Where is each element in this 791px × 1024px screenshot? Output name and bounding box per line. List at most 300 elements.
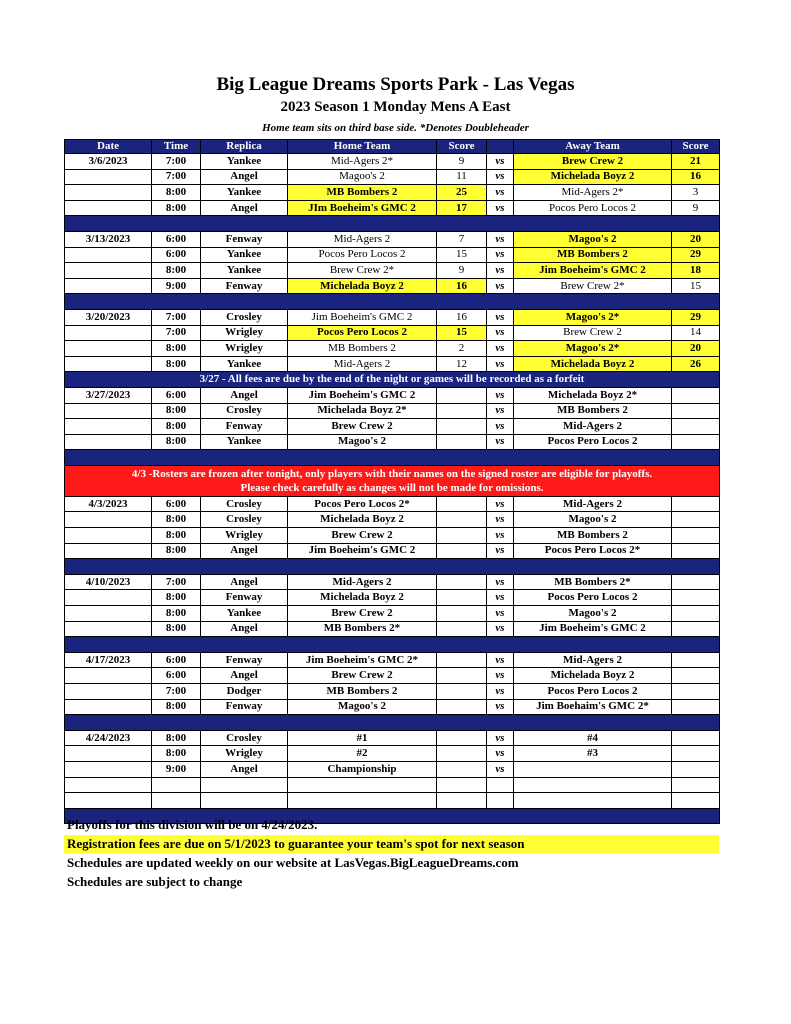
home-team-cell: MB Bombers 2 <box>288 341 437 357</box>
table-row <box>65 668 720 684</box>
time-cell: 8:00 <box>152 730 201 746</box>
col-header-away-score: Score <box>672 140 720 154</box>
home-team-cell: Magoo's 2 <box>288 169 437 185</box>
date-cell <box>65 263 152 279</box>
away-score-cell <box>672 434 720 450</box>
home-score-cell <box>437 387 487 403</box>
date-cell <box>65 699 152 715</box>
away-score-cell <box>672 761 720 777</box>
replica-cell: Yankee <box>201 185 288 201</box>
time-cell: 8:00 <box>152 528 201 544</box>
away-team-cell: MB Bombers 2 <box>514 247 672 263</box>
away-team-cell: Brew Crew 2* <box>514 278 672 294</box>
home-score-cell <box>437 746 487 762</box>
footer-playoffs: Playoffs for this division will be on 4/24/2023. <box>67 817 318 832</box>
time-cell: 7:00 <box>152 309 201 325</box>
table-row <box>65 341 720 357</box>
home-team-cell: Michelada Boyz 2 <box>288 278 437 294</box>
away-score-cell: 16 <box>672 169 720 185</box>
away-team-cell: Brew Crew 2 <box>514 154 672 170</box>
away-team-cell: Magoo's 2* <box>514 341 672 357</box>
table-row <box>65 574 720 590</box>
time-cell: 9:00 <box>152 761 201 777</box>
home-team-cell: Michelada Boyz 2* <box>288 403 437 419</box>
home-score-cell <box>437 590 487 606</box>
date-cell <box>65 325 152 341</box>
home-score-cell: 15 <box>437 247 487 263</box>
col-header-away-team: Away Team <box>514 140 672 154</box>
table-row <box>65 169 720 185</box>
date-cell: 4/10/2023 <box>65 574 152 590</box>
replica-cell: Crosley <box>201 496 288 512</box>
home-team-cell: Brew Crew 2 <box>288 419 437 435</box>
separator-cell <box>65 216 720 232</box>
time-cell: 6:00 <box>152 247 201 263</box>
away-team-cell: Mid-Agers 2 <box>514 496 672 512</box>
home-score-cell <box>437 793 487 809</box>
vs-cell: vs <box>487 309 514 325</box>
table-row <box>65 387 720 403</box>
home-team-cell: Mid-Agers 2 <box>288 356 437 372</box>
home-score-cell: 2 <box>437 341 487 357</box>
replica-cell: Crosley <box>201 309 288 325</box>
home-score-cell <box>437 496 487 512</box>
away-score-cell <box>672 606 720 622</box>
vs-cell: vs <box>487 169 514 185</box>
col-header-vs <box>487 140 514 154</box>
time-cell: 8:00 <box>152 590 201 606</box>
vs-cell: vs <box>487 684 514 700</box>
vs-cell: vs <box>487 574 514 590</box>
time-cell: 8:00 <box>152 403 201 419</box>
time-cell: 7:00 <box>152 325 201 341</box>
fee-notice-row <box>65 372 720 388</box>
date-cell <box>65 621 152 637</box>
home-team-cell: Jim Boeheim's GMC 2 <box>288 387 437 403</box>
replica-cell: Yankee <box>201 154 288 170</box>
away-team-cell: MB Bombers 2 <box>514 403 672 419</box>
home-score-cell <box>437 621 487 637</box>
home-team-cell: #1 <box>288 730 437 746</box>
table-row <box>65 793 720 809</box>
home-team-cell: Brew Crew 2 <box>288 668 437 684</box>
table-row <box>65 528 720 544</box>
home-team-cell: Jim Boeheim's GMC 2* <box>288 652 437 668</box>
time-cell: 8:00 <box>152 341 201 357</box>
home-score-cell <box>437 761 487 777</box>
date-cell: 3/20/2023 <box>65 309 152 325</box>
home-score-cell: 12 <box>437 356 487 372</box>
date-cell <box>65 356 152 372</box>
time-cell: 8:00 <box>152 200 201 216</box>
away-team-cell: Magoo's 2* <box>514 309 672 325</box>
vs-cell: vs <box>487 231 514 247</box>
vs-cell: vs <box>487 730 514 746</box>
vs-cell: vs <box>487 496 514 512</box>
vs-cell <box>487 793 514 809</box>
table-row <box>65 403 720 419</box>
away-score-cell <box>672 746 720 762</box>
roster-notice-row <box>65 465 720 496</box>
vs-cell: vs <box>487 606 514 622</box>
time-cell: 8:00 <box>152 606 201 622</box>
table-row <box>65 543 720 559</box>
away-team-cell: Michelada Boyz 2* <box>514 387 672 403</box>
home-team-cell <box>288 793 437 809</box>
home-team-cell: #2 <box>288 746 437 762</box>
time-cell <box>152 777 201 793</box>
vs-cell: vs <box>487 761 514 777</box>
replica-cell: Wrigley <box>201 341 288 357</box>
away-team-cell: Jim Boeheim's GMC 2 <box>514 621 672 637</box>
date-cell <box>65 606 152 622</box>
table-row <box>65 606 720 622</box>
replica-cell: Angel <box>201 543 288 559</box>
replica-cell: Angel <box>201 169 288 185</box>
time-cell: 9:00 <box>152 278 201 294</box>
vs-cell: vs <box>487 652 514 668</box>
table-row <box>65 746 720 762</box>
home-score-cell <box>437 403 487 419</box>
away-score-cell <box>672 403 720 419</box>
replica-cell: Fenway <box>201 419 288 435</box>
replica-cell: Yankee <box>201 434 288 450</box>
home-score-cell: 11 <box>437 169 487 185</box>
table-row <box>65 419 720 435</box>
table-row <box>65 777 720 793</box>
replica-cell: Wrigley <box>201 325 288 341</box>
vs-cell: vs <box>487 419 514 435</box>
vs-cell: vs <box>487 699 514 715</box>
home-team-cell: Pocos Pero Locos 2* <box>288 496 437 512</box>
away-score-cell: 29 <box>672 309 720 325</box>
away-score-cell <box>672 668 720 684</box>
date-cell: 4/3/2023 <box>65 496 152 512</box>
week-separator-bar <box>65 294 720 310</box>
replica-cell: Dodger <box>201 684 288 700</box>
date-cell: 4/24/2023 <box>65 730 152 746</box>
date-cell <box>65 278 152 294</box>
time-cell: 8:00 <box>152 434 201 450</box>
away-team-cell: Mid-Agers 2 <box>514 652 672 668</box>
vs-cell: vs <box>487 590 514 606</box>
replica-cell: Yankee <box>201 356 288 372</box>
away-team-cell <box>514 761 672 777</box>
away-team-cell: Magoo's 2 <box>514 231 672 247</box>
home-team-cell: Mid-Agers 2 <box>288 574 437 590</box>
date-cell <box>65 746 152 762</box>
table-row <box>65 496 720 512</box>
home-team-cell: Michelada Boyz 2 <box>288 512 437 528</box>
vs-cell: vs <box>487 512 514 528</box>
date-cell <box>65 403 152 419</box>
date-cell: 3/13/2023 <box>65 231 152 247</box>
week-separator-bar <box>65 715 720 731</box>
away-team-cell: Magoo's 2 <box>514 606 672 622</box>
table-row <box>65 730 720 746</box>
table-row <box>65 247 720 263</box>
separator-cell <box>65 715 720 731</box>
schedule-body <box>65 154 720 824</box>
schedule-note: Home team sits on third base side. *Denotes Doubleheader <box>262 122 529 134</box>
away-team-cell: Mid-Agers 2 <box>514 419 672 435</box>
away-team-cell: Michelada Boyz 2 <box>514 169 672 185</box>
away-team-cell: Jim Boehaim's GMC 2* <box>514 699 672 715</box>
date-cell <box>65 528 152 544</box>
time-cell: 8:00 <box>152 419 201 435</box>
time-cell <box>152 793 201 809</box>
away-score-cell <box>672 777 720 793</box>
vs-cell: vs <box>487 543 514 559</box>
vs-cell: vs <box>487 247 514 263</box>
home-team-cell: MB Bombers 2 <box>288 684 437 700</box>
vs-cell: vs <box>487 434 514 450</box>
date-cell: 3/6/2023 <box>65 154 152 170</box>
replica-cell: Fenway <box>201 699 288 715</box>
home-team-cell: Michelada Boyz 2 <box>288 590 437 606</box>
table-row <box>65 200 720 216</box>
home-score-cell: 17 <box>437 200 487 216</box>
footer-website: Schedules are updated weekly on our website at LasVegas.BigLeagueDreams.com <box>67 855 519 870</box>
vs-cell: vs <box>487 185 514 201</box>
fee-notice: 3/27 - All fees are due by the end of the night or games will be recorded as a forfeit <box>65 372 720 388</box>
col-header-home-score: Score <box>437 140 487 154</box>
vs-cell: vs <box>487 154 514 170</box>
vs-cell: vs <box>487 278 514 294</box>
away-team-cell: #3 <box>514 746 672 762</box>
away-team-cell: Pocos Pero Locos 2 <box>514 684 672 700</box>
vs-cell: vs <box>487 403 514 419</box>
col-header-time: Time <box>152 140 201 154</box>
away-score-cell <box>672 793 720 809</box>
date-cell: 3/27/2023 <box>65 387 152 403</box>
vs-cell: vs <box>487 387 514 403</box>
replica-cell <box>201 793 288 809</box>
home-score-cell: 25 <box>437 185 487 201</box>
away-team-cell <box>514 793 672 809</box>
replica-cell: Yankee <box>201 606 288 622</box>
home-team-cell: Jim Boeheim's GMC 2 <box>288 543 437 559</box>
away-score-cell <box>672 512 720 528</box>
date-cell <box>65 668 152 684</box>
home-team-cell: Mid-Agers 2* <box>288 154 437 170</box>
home-team-cell: Magoo's 2 <box>288 699 437 715</box>
replica-cell <box>201 777 288 793</box>
table-row <box>65 621 720 637</box>
away-team-cell: Pocos Pero Locos 2 <box>514 434 672 450</box>
replica-cell: Angel <box>201 200 288 216</box>
home-score-cell <box>437 512 487 528</box>
away-score-cell <box>672 652 720 668</box>
away-team-cell: Magoo's 2 <box>514 512 672 528</box>
away-team-cell: Jim Boeheim's GMC 2 <box>514 263 672 279</box>
separator-cell <box>65 294 720 310</box>
away-team-cell: Brew Crew 2 <box>514 325 672 341</box>
home-team-cell: Pocos Pero Locos 2 <box>288 325 437 341</box>
time-cell: 8:00 <box>152 512 201 528</box>
time-cell: 6:00 <box>152 496 201 512</box>
week-separator-bar <box>65 450 720 466</box>
home-team-cell: JIm Boeheim's GMC 2 <box>288 200 437 216</box>
home-score-cell <box>437 777 487 793</box>
separator-cell <box>65 559 720 575</box>
date-cell <box>65 590 152 606</box>
replica-cell: Angel <box>201 761 288 777</box>
time-cell: 6:00 <box>152 652 201 668</box>
home-team-cell: Jim Boeheim's GMC 2 <box>288 309 437 325</box>
separator-cell <box>65 637 720 653</box>
replica-cell: Fenway <box>201 652 288 668</box>
home-team-cell <box>288 777 437 793</box>
roster-notice-line: 4/3 -Rosters are frozen after tonight, only players with their names on the signed roster are eligible for playoffs. <box>131 467 653 480</box>
home-score-cell <box>437 606 487 622</box>
away-score-cell <box>672 621 720 637</box>
table-row <box>65 434 720 450</box>
home-team-cell: Mid-Agers 2 <box>288 231 437 247</box>
date-cell <box>65 200 152 216</box>
away-team-cell: MB Bombers 2* <box>514 574 672 590</box>
replica-cell: Crosley <box>201 730 288 746</box>
home-score-cell <box>437 684 487 700</box>
replica-cell: Fenway <box>201 590 288 606</box>
home-score-cell <box>437 574 487 590</box>
date-cell <box>65 793 152 809</box>
time-cell: 6:00 <box>152 231 201 247</box>
vs-cell: vs <box>487 621 514 637</box>
away-team-cell: Pocos Pero Locos 2 <box>514 590 672 606</box>
week-separator-bar <box>65 637 720 653</box>
table-row <box>65 278 720 294</box>
home-score-cell <box>437 730 487 746</box>
home-score-cell <box>437 668 487 684</box>
date-cell <box>65 684 152 700</box>
home-team-cell: Brew Crew 2 <box>288 606 437 622</box>
home-score-cell: 15 <box>437 325 487 341</box>
footer-change-notice: Schedules are subject to change <box>67 874 243 889</box>
away-score-cell <box>672 574 720 590</box>
page-subtitle: 2023 Season 1 Monday Mens A East <box>280 99 511 115</box>
time-cell: 8:00 <box>152 543 201 559</box>
date-cell <box>65 169 152 185</box>
page-title: Big League Dreams Sports Park - Las Vegas <box>216 74 575 95</box>
table-row <box>65 699 720 715</box>
time-cell: 6:00 <box>152 387 201 403</box>
home-score-cell: 7 <box>437 231 487 247</box>
replica-cell: Wrigley <box>201 528 288 544</box>
date-cell <box>65 185 152 201</box>
table-row <box>65 652 720 668</box>
away-score-cell: 15 <box>672 278 720 294</box>
home-team-cell: MB Bombers 2 <box>288 185 437 201</box>
vs-cell: vs <box>487 746 514 762</box>
home-team-cell: Brew Crew 2 <box>288 528 437 544</box>
home-score-cell <box>437 434 487 450</box>
week-separator-bar <box>65 559 720 575</box>
home-score-cell: 16 <box>437 278 487 294</box>
away-score-cell: 3 <box>672 185 720 201</box>
away-score-cell <box>672 590 720 606</box>
date-cell <box>65 434 152 450</box>
away-score-cell: 26 <box>672 356 720 372</box>
table-row <box>65 356 720 372</box>
week-separator-bar <box>65 216 720 232</box>
away-score-cell <box>672 528 720 544</box>
date-cell <box>65 543 152 559</box>
col-header-replica: Replica <box>201 140 288 154</box>
table-row <box>65 309 720 325</box>
col-header-date: Date <box>65 140 152 154</box>
away-score-cell <box>672 699 720 715</box>
time-cell: 7:00 <box>152 154 201 170</box>
table-row <box>65 590 720 606</box>
date-cell <box>65 777 152 793</box>
date-cell <box>65 419 152 435</box>
home-team-cell: Championship <box>288 761 437 777</box>
replica-cell: Angel <box>201 621 288 637</box>
away-team-cell: #4 <box>514 730 672 746</box>
away-score-cell <box>672 419 720 435</box>
home-score-cell <box>437 699 487 715</box>
schedule-table <box>64 139 720 824</box>
table-header-row <box>65 140 720 154</box>
vs-cell: vs <box>487 356 514 372</box>
away-team-cell: Pocos Pero Locos 2* <box>514 543 672 559</box>
time-cell: 8:00 <box>152 746 201 762</box>
roster-notice-line: Please check carefully as changes will not be made for omissions. <box>240 481 544 494</box>
time-cell: 7:00 <box>152 684 201 700</box>
footer-registration: Registration fees are due on 5/1/2023 to guarantee your team's spot for next season <box>64 835 719 853</box>
replica-cell: Crosley <box>201 403 288 419</box>
date-cell <box>65 761 152 777</box>
vs-cell: vs <box>487 325 514 341</box>
away-score-cell <box>672 496 720 512</box>
home-team-cell: Brew Crew 2* <box>288 263 437 279</box>
roster-notice <box>65 465 720 496</box>
table-row <box>65 512 720 528</box>
vs-cell <box>487 777 514 793</box>
home-score-cell: 16 <box>437 309 487 325</box>
table-row <box>65 185 720 201</box>
vs-cell: vs <box>487 263 514 279</box>
home-team-cell: MB Bombers 2* <box>288 621 437 637</box>
separator-cell <box>65 450 720 466</box>
replica-cell: Fenway <box>201 231 288 247</box>
table-row <box>65 231 720 247</box>
table-row <box>65 263 720 279</box>
away-score-cell: 29 <box>672 247 720 263</box>
away-score-cell: 18 <box>672 263 720 279</box>
replica-cell: Fenway <box>201 278 288 294</box>
replica-cell: Angel <box>201 574 288 590</box>
replica-cell: Yankee <box>201 247 288 263</box>
away-team-cell: Pocos Pero Locos 2 <box>514 200 672 216</box>
home-team-cell: Pocos Pero Locos 2 <box>288 247 437 263</box>
time-cell: 8:00 <box>152 699 201 715</box>
away-score-cell <box>672 684 720 700</box>
time-cell: 8:00 <box>152 356 201 372</box>
home-score-cell: 9 <box>437 154 487 170</box>
replica-cell: Angel <box>201 668 288 684</box>
table-row <box>65 154 720 170</box>
home-team-cell: Magoo's 2 <box>288 434 437 450</box>
away-score-cell: 20 <box>672 341 720 357</box>
away-team-cell: Michelada Boyz 2 <box>514 356 672 372</box>
vs-cell: vs <box>487 528 514 544</box>
away-score-cell: 20 <box>672 231 720 247</box>
away-team-cell: Mid-Agers 2* <box>514 185 672 201</box>
away-score-cell <box>672 543 720 559</box>
date-cell <box>65 247 152 263</box>
